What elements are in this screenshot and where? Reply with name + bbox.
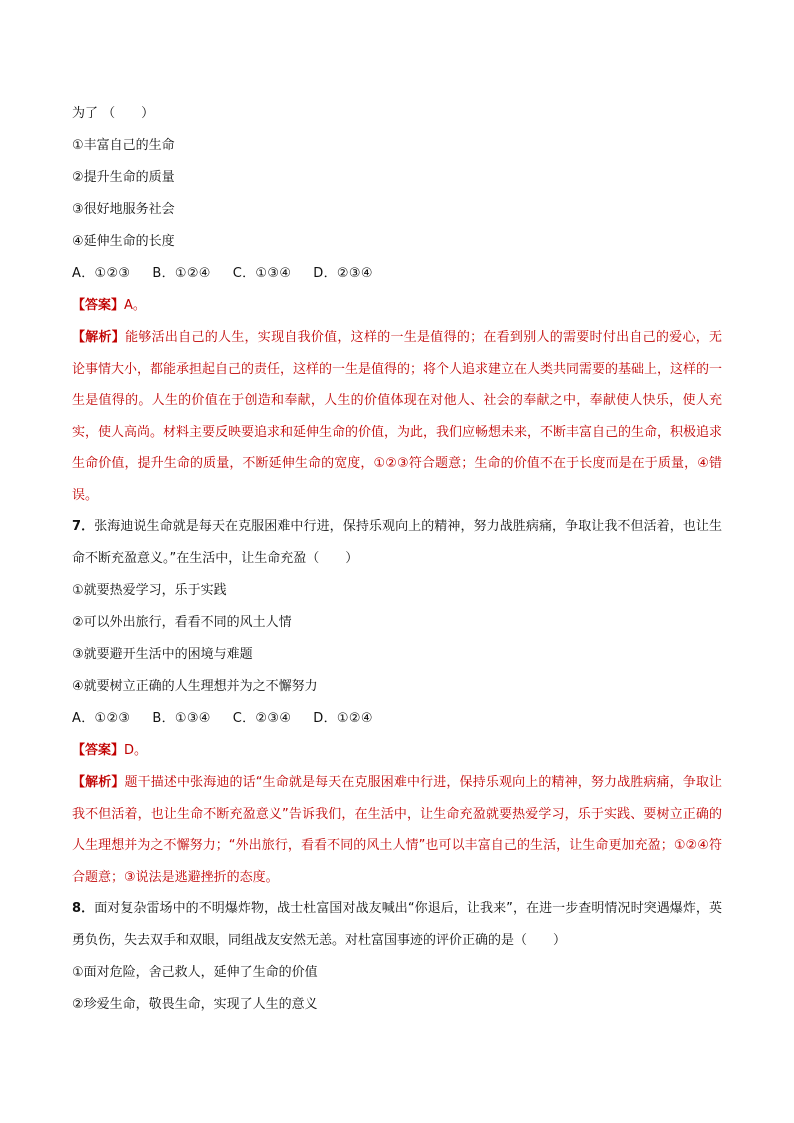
q6-option-d: D．②③④ [313, 266, 373, 281]
q6-answer [72, 290, 722, 322]
q7-option-c: C．②③④ [232, 711, 292, 726]
q6-item-1: ①丰富自己的生命 [72, 138, 175, 153]
q7-stem: 张海迪说生命就是每天在克服困难中行进，保持乐观向上的精神，努力战胜病痛，争取让我不但活着，也让生命不断充盈意义。”在生活中，让生命充盈（ ） [72, 519, 722, 566]
q8-number: 8． [72, 901, 95, 916]
q7-item-4: ④就要树立正确的人生理想并为之不懈努力 [72, 679, 318, 694]
page-content [72, 98, 722, 1021]
q6-option-c: C．①③④ [232, 266, 292, 281]
q7-option-b: B．①③④ [152, 711, 211, 726]
q7-option-a: A．①②③ [72, 711, 131, 726]
q7-option-d: D．①②④ [313, 711, 373, 726]
q7-analysis-label: 【解析】 [72, 775, 125, 790]
q6-item-4: ④延伸生命的长度 [72, 234, 175, 249]
q8-stem-block [72, 893, 722, 957]
q6-answer-label: 【答案】 [72, 298, 125, 313]
q6-item-2: ②提升生命的质量 [72, 170, 175, 185]
q7-answer-label: 【答案】 [72, 743, 125, 758]
q6-answer-value: A。 [124, 298, 146, 313]
q6-option-b: B．①②④ [152, 266, 211, 281]
q7-item-2: ②可以外出旅行，看看不同的风土人情 [72, 615, 292, 630]
q6-option-a: A．①②③ [72, 266, 131, 281]
q8-item-2: ②珍爱生命，敬畏生命，实现了人生的意义 [72, 997, 318, 1012]
q6-item-3: ③很好地服务社会 [72, 202, 175, 217]
q7-number: 7． [72, 519, 95, 534]
q8-stem: 面对复杂雷场中的不明爆炸物，战士杜富国对战友喊出“你退后，让我来”，在进一步查明情况时突遇爆炸，英勇负伤，失去双手和双眼，同组战友安然无恙。对杜富国事迹的评价正确的是（ ） [72, 901, 722, 948]
q6-analysis-text: 能够活出自己的人生，实现自我价值，这样的一生是值得的；在看到别人的需要时付出自己的爱心，无论事情大小，都能承担起自己的责任，这样的一生是值得的；将个人追求建立在人类共同需要的基础上，这样的一生是值得的。人生的价值在于创造和奉献，人生的价值体现在对他人、社会的奉献之中，奉献使人快乐，使人充实，使人高尚。材料主要反映要追求和延伸生命的价值，为此，我们应畅想未来，不断丰富自己的生命，积极追求生命价值，提升生命的质量，不断延伸生命的宽度，①②③符合题意；生命的价值不在于长度而是在于质量，④错误。 [72, 330, 723, 503]
q7-analysis [72, 767, 722, 893]
q7-answer-value: D。 [124, 743, 148, 758]
q7-options [72, 703, 722, 735]
q7-item-3: ③就要避开生活中的困境与难题 [72, 647, 253, 662]
q7-stem-block [72, 511, 722, 575]
q7-answer [72, 735, 722, 767]
q7-analysis-text: 题干描述中张海迪的话“生命就是每天在克服困难中行进，保持乐观向上的精神，努力战胜病痛，争取让我不但活着，也让生命不断充盈意义”告诉我们，在生活中，让生命充盈就要热爱学习，乐于实践、要树立正确的人生理想并为之不懈努力；“外出旅行，看看不同的风土人情”也可以丰富自己的生活，让生命更加充盈；①②④符合题意；③说法是逃避挫折的态度。 [72, 775, 722, 885]
q6-stem-tail: 为了 （ ） [72, 106, 155, 121]
q6-options [72, 258, 722, 290]
q8-item-1: ①面对危险，舍己救人，延伸了生命的价值 [72, 965, 318, 980]
q7-item-1: ①就要热爱学习，乐于实践 [72, 583, 227, 598]
q6-analysis [72, 322, 722, 511]
q6-analysis-label: 【解析】 [72, 330, 126, 345]
